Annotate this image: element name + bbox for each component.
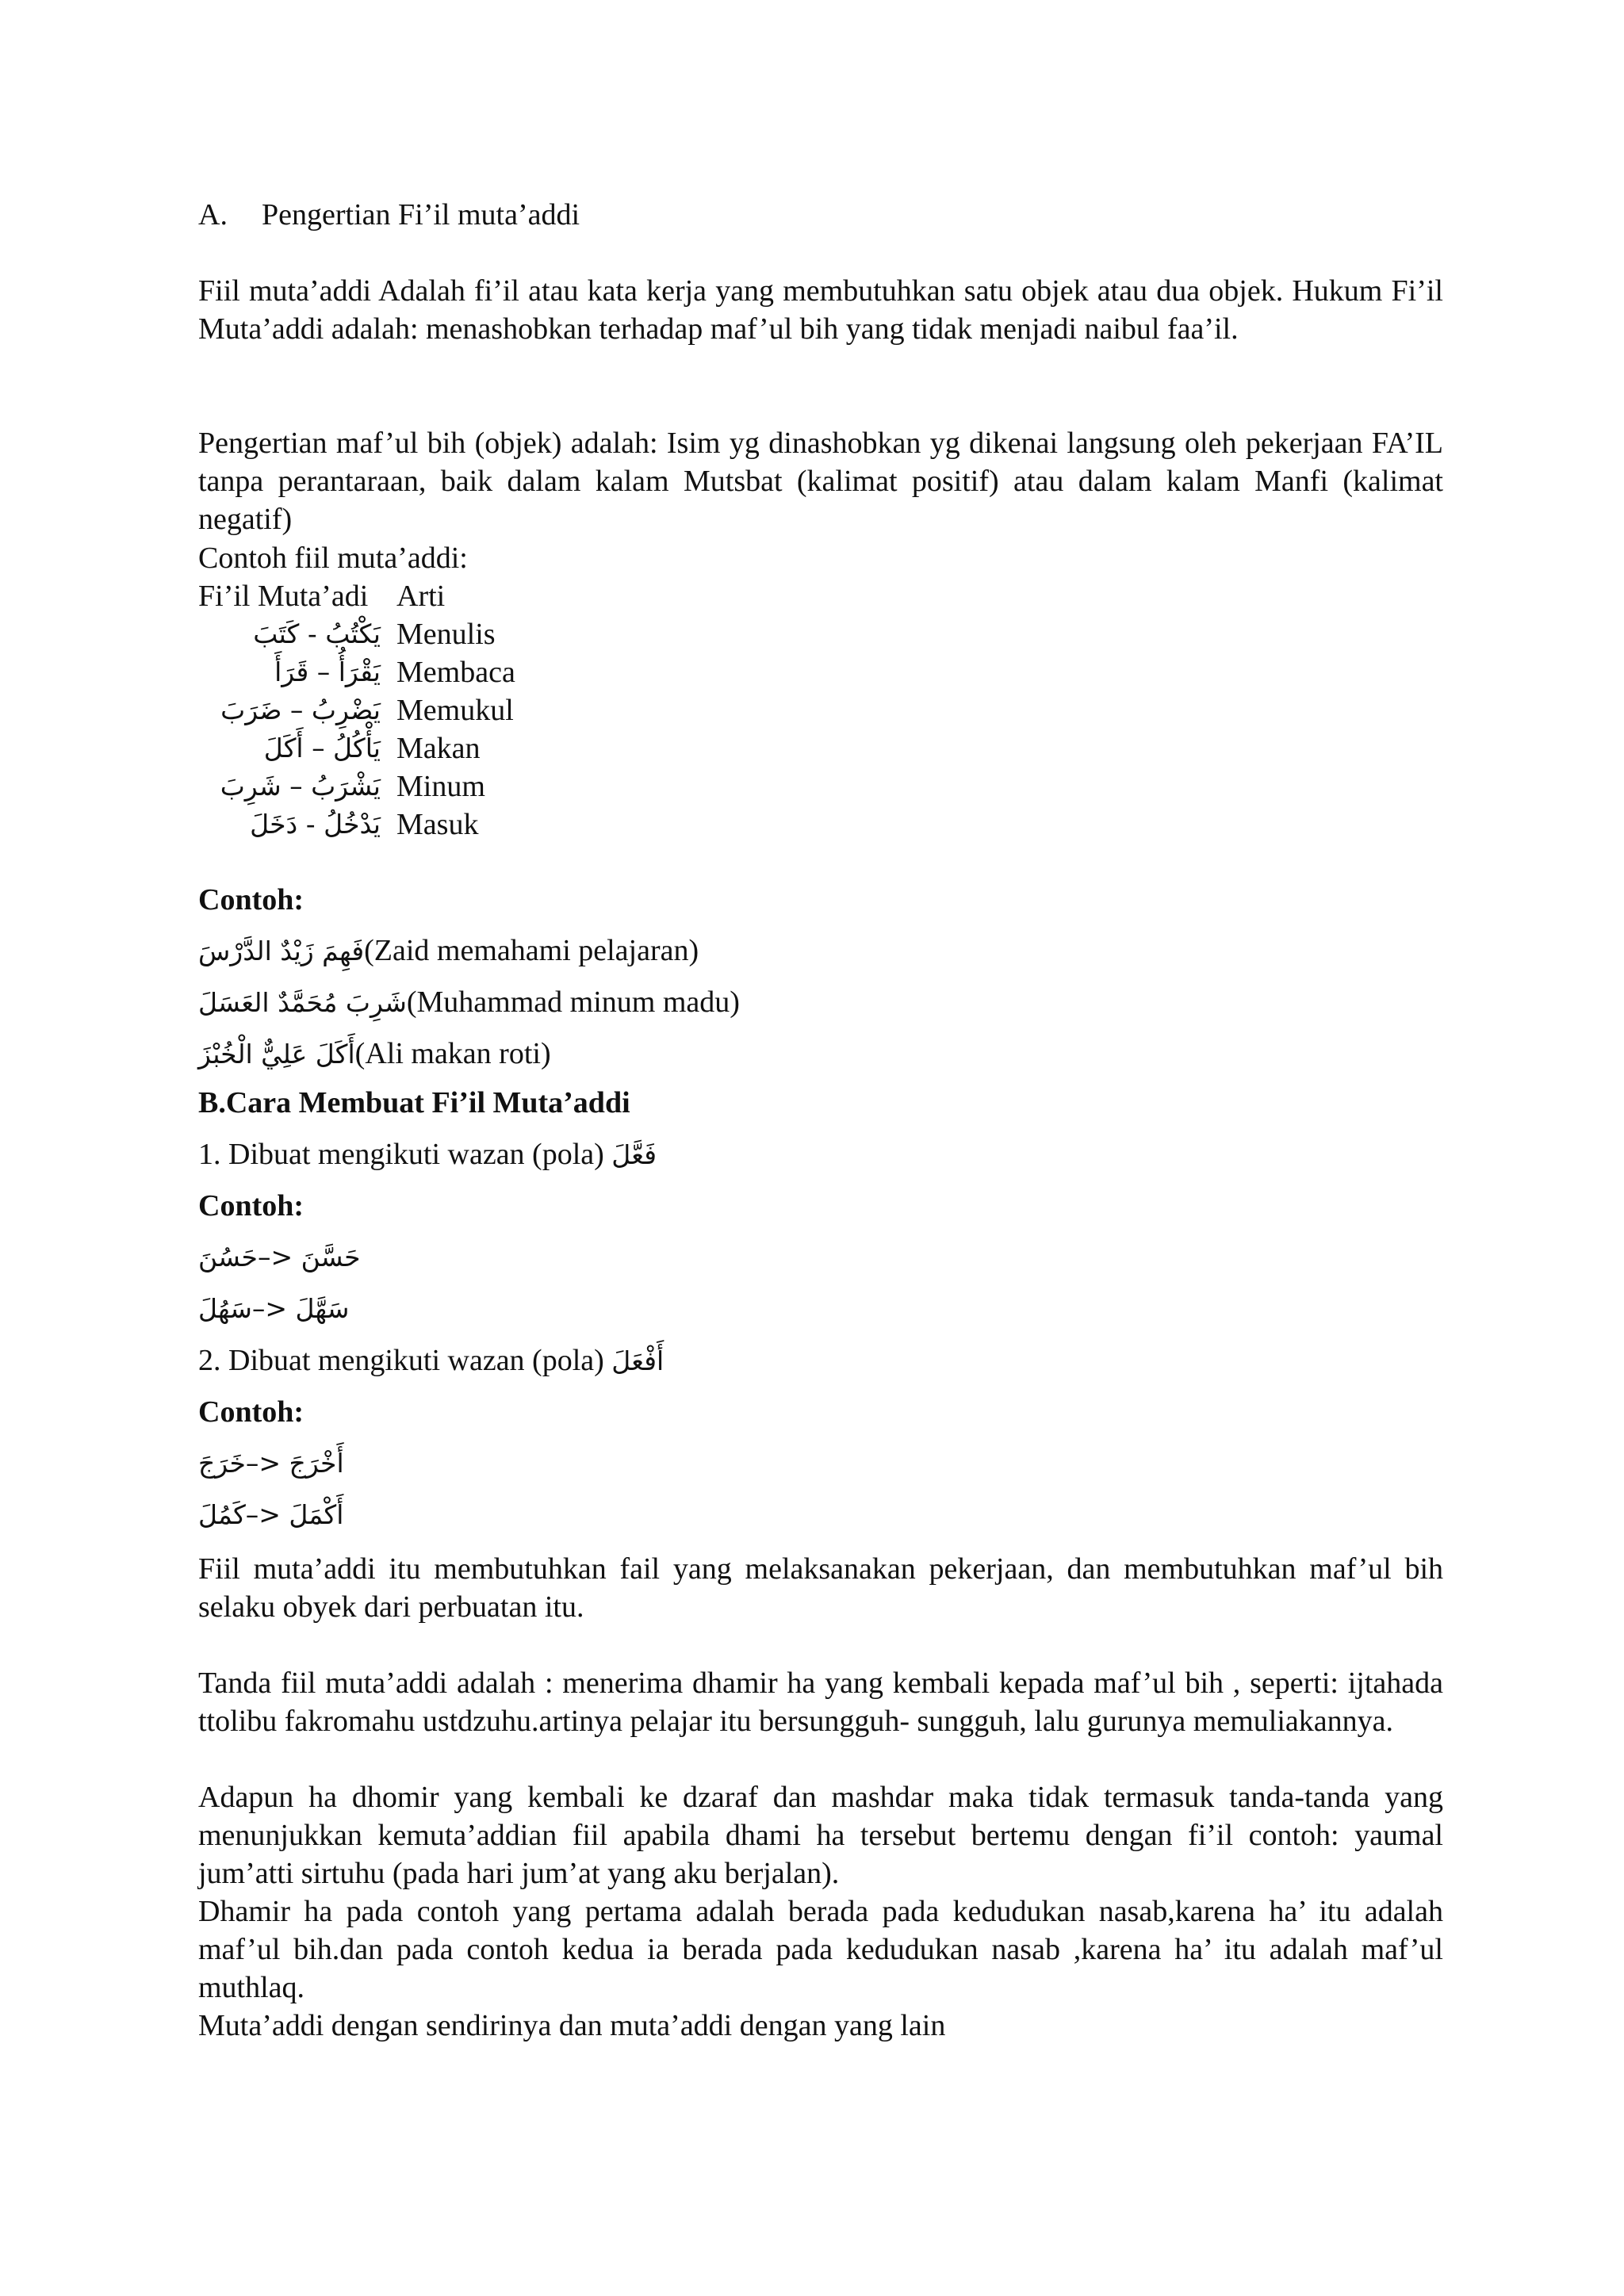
paragraph-closing-1: Fiil muta’addi itu membutuhkan fail yang melaksanakan pekerjaan, dan membutuhkan maf’ul bih selaku obyek dari perbuatan itu.: [198, 1552, 1443, 1624]
method-2: [198, 1341, 664, 1380]
verb-row: [198, 729, 991, 767]
sentence-arabic: شَرِبَ مُحَمَّدٌ العَسَلَ: [198, 987, 407, 1018]
verb-row: [198, 767, 991, 806]
paragraph-closing-3: Adapun ha dhomir yang kembali ke dzaraf dan mashdar maka tidak termasuk tanda-tanda yang menunjukkan kemuta’addian fiil apabila dhami ha tersebut bertemu dengan fi’il contoh: yaumal jum’atti sirtuhu (pada hari jum’at yang aku berjalan).: [198, 1781, 1443, 1890]
section-a-letter: A.: [198, 198, 228, 232]
verb-row: [198, 615, 991, 653]
method-1-example: حَسَّنَ <–حَسُنَ: [198, 1242, 361, 1272]
section-a-heading: [198, 196, 580, 234]
verb-arabic: يَضْرِبُ – ضَرَبَ: [220, 695, 381, 725]
header-verb: Fi’il Muta’adi: [198, 580, 369, 613]
method-2-example: أَكْمَلَ <–كَمُلَ: [198, 1499, 344, 1530]
sentence-translation: (Muhammad minum madu): [406, 985, 740, 1019]
method-1-text: 1. Dibuat mengikuti wazan (pola): [198, 1138, 604, 1171]
verb-arabic: يَشْرَبُ – شَرِبَ: [220, 771, 381, 802]
verb-meaning: Makan: [396, 732, 481, 765]
example-list-label: Contoh fiil muta’addi:: [198, 541, 468, 575]
method-2-wazan: أَفْعَلَ: [611, 1345, 665, 1376]
verb-meaning: Membaca: [396, 656, 515, 689]
verb-meaning: Masuk: [396, 808, 479, 841]
sentence-arabic: أَكَلَ عَلِيٌّ الْخُبْزَ: [198, 1039, 355, 1070]
example-sentence: [198, 1035, 551, 1073]
paragraph-maful-bih: Pengertian maf’ul bih (objek) adalah: Isim yg dinashobkan yg dikenai langsung oleh pekerjaan FA’IL tanpa perantaraan, baik dalam kalam Mutsbat (kalimat positif) atau dalam kalam Manfi (kalimat negatif): [198, 427, 1443, 536]
sentence-arabic: فَهِمَ زَيْدٌ الدَّرْسَ: [198, 936, 365, 966]
verb-table-header: [198, 577, 446, 615]
verb-arabic: يَدْخُلُ - دَخَلَ: [250, 809, 381, 840]
section-a-title: Pengertian Fi’il muta’addi: [262, 198, 580, 232]
verb-row: [198, 806, 991, 844]
paragraph-closing-4: Dhamir ha pada contoh yang pertama adalah berada pada kedudukan nasab,karena ha’ itu adalah maf’ul bih.dan pada contoh kedua ia berada pada kedudukan nasab ,karena ha’ itu adalah maf’ul muthlaq.: [198, 1895, 1443, 2004]
contoh-label: Contoh:: [198, 1189, 304, 1223]
verb-arabic: يَقْرَأُ – قَرَأَ: [274, 656, 381, 687]
method-2-example: أَخْرَجَ <–خَرَجَ: [198, 1448, 344, 1479]
method-1: [198, 1135, 657, 1174]
paragraph-closing-2: Tanda fiil muta’addi adalah : menerima dhamir ha yang kembali kepada maf’ul bih , seperti: ijtahada ttolibu fakromahu ustdzuhu.artinya pelajar itu bersungguh- sungguh, lalu gurunya memuliakannya.: [198, 1667, 1443, 1738]
method-2-text: 2. Dibuat mengikuti wazan (pola): [198, 1344, 604, 1377]
method-1-example: سَهَّلَ <–سَهُلَ: [198, 1293, 350, 1324]
contoh-label: Contoh:: [198, 1395, 304, 1429]
section-b-title: B.Cara Membuat Fi’il Muta’addi: [198, 1086, 630, 1119]
header-meaning: Arti: [396, 580, 446, 613]
verb-arabic: يَكْتُبُ - كَتَبَ: [253, 618, 381, 649]
paragraph-definition: Fiil muta’addi Adalah fi’il atau kata kerja yang membutuhkan satu objek atau dua objek. Hukum Fi’il Muta’addi adalah: menashobkan terhadap maf’ul bih yang tidak menjadi naibul faa’il.: [198, 274, 1443, 346]
verb-meaning: Minum: [396, 770, 485, 803]
sentence-translation: (Zaid memahami pelajaran): [364, 934, 699, 967]
example-sentence: [198, 983, 740, 1022]
example-sentence: [198, 932, 699, 970]
contoh-label: Contoh:: [198, 883, 304, 916]
method-1-wazan: فَعَّلَ: [611, 1139, 657, 1170]
verb-meaning: Menulis: [396, 618, 496, 651]
verb-row: [198, 653, 991, 691]
sentence-translation: (Ali makan roti): [354, 1037, 551, 1070]
verb-arabic: يَأْكُلُ – أَكَلَ: [263, 733, 381, 763]
verb-row: [198, 691, 991, 729]
paragraph-closing-5: Muta’addi dengan sendirinya dan muta’addi dengan yang lain: [198, 2009, 946, 2042]
verb-meaning: Memukul: [396, 694, 514, 727]
